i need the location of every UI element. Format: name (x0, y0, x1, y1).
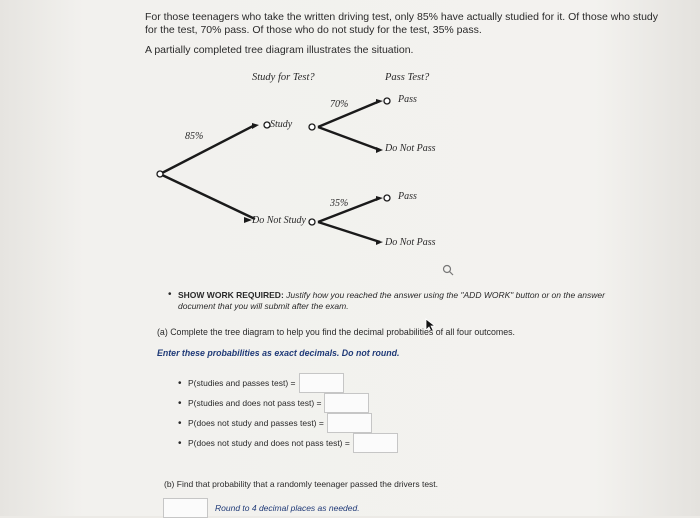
bullet-dot: • (178, 417, 182, 429)
node-pass-1 (384, 98, 390, 104)
arrow-pass-2 (376, 196, 383, 201)
label-not-study: Do Not Study (252, 215, 306, 226)
branch-root-not-study (160, 174, 255, 219)
label-70: 70% (330, 99, 349, 110)
part-b-note: Round to 4 decimal places as needed. (215, 503, 360, 513)
bullet-dot: • (178, 377, 182, 389)
prob-label-3: P(does not study and passes test) = (188, 418, 324, 428)
label-pass-1: Pass (398, 94, 417, 105)
bullet-dot: • (178, 397, 182, 409)
show-work-label: SHOW WORK REQUIRED: (178, 290, 284, 300)
answer-input-nostudy-passes[interactable] (327, 413, 372, 433)
node-notstudy-start (309, 219, 315, 225)
part-a-note: Enter these probabilities as exact decimals. Do not round. (157, 348, 400, 358)
root-node (157, 171, 163, 177)
branch-notstudy-fail (318, 222, 380, 242)
answer-input-nostudy-fails[interactable] (353, 433, 398, 453)
prob-row-4 (178, 434, 398, 452)
prob-row-2 (178, 394, 369, 412)
branch-study-fail (318, 127, 380, 150)
part-a-prompt: (a) Complete the tree diagram to help you find the decimal probabilities of all four outcomes. (157, 327, 515, 337)
prob-label-4: P(does not study and does not pass test) = (188, 438, 350, 448)
prob-label-1: P(studies and passes test) = (188, 378, 296, 388)
answer-input-part-b[interactable] (163, 498, 208, 518)
label-fail-2: Do Not Pass (385, 237, 436, 248)
search-icon[interactable] (442, 264, 454, 276)
branch-notstudy-pass (318, 198, 380, 222)
label-fail-1: Do Not Pass (385, 143, 436, 154)
answer-input-studies-fails[interactable] (324, 393, 369, 413)
header-pass: Pass Test? (385, 72, 430, 83)
part-b-prompt: (b) Find that probability that a randomly teenager passed the drivers test. (164, 479, 439, 489)
node-pass-2 (384, 195, 390, 201)
show-work-text: Justify how you reached the answer using the "ADD WORK" button or on the answer document that you will submit after the exam. (178, 290, 605, 311)
answer-input-studies-passes[interactable] (299, 373, 344, 393)
node-study-start (309, 124, 315, 130)
label-study: Study (270, 119, 293, 130)
bullet-dot: • (178, 437, 182, 449)
prob-row-1 (178, 374, 344, 392)
arrow-fail-1 (376, 147, 383, 153)
prob-label-2: P(studies and does not pass test) = (188, 398, 322, 408)
problem-intro: For those teenagers who take the written driving test, only 85% have actually studied for it. Of those who study for the test, 70% pass. Of those who do not study for the test, 35% pass. (145, 11, 659, 36)
branch-root-study (160, 125, 255, 174)
label-pass-2: Pass (398, 191, 417, 202)
header-study: Study for Test? (252, 72, 315, 83)
branch-study-pass (318, 101, 380, 127)
prob-row-3 (178, 414, 372, 432)
label-85: 85% (185, 131, 204, 142)
bullet-dot: • (168, 289, 172, 300)
diagram-note: A partially completed tree diagram illustrates the situation. (145, 44, 414, 56)
arrow-pass-1 (376, 99, 383, 104)
label-35: 35% (330, 198, 349, 209)
arrow-study (252, 123, 259, 129)
